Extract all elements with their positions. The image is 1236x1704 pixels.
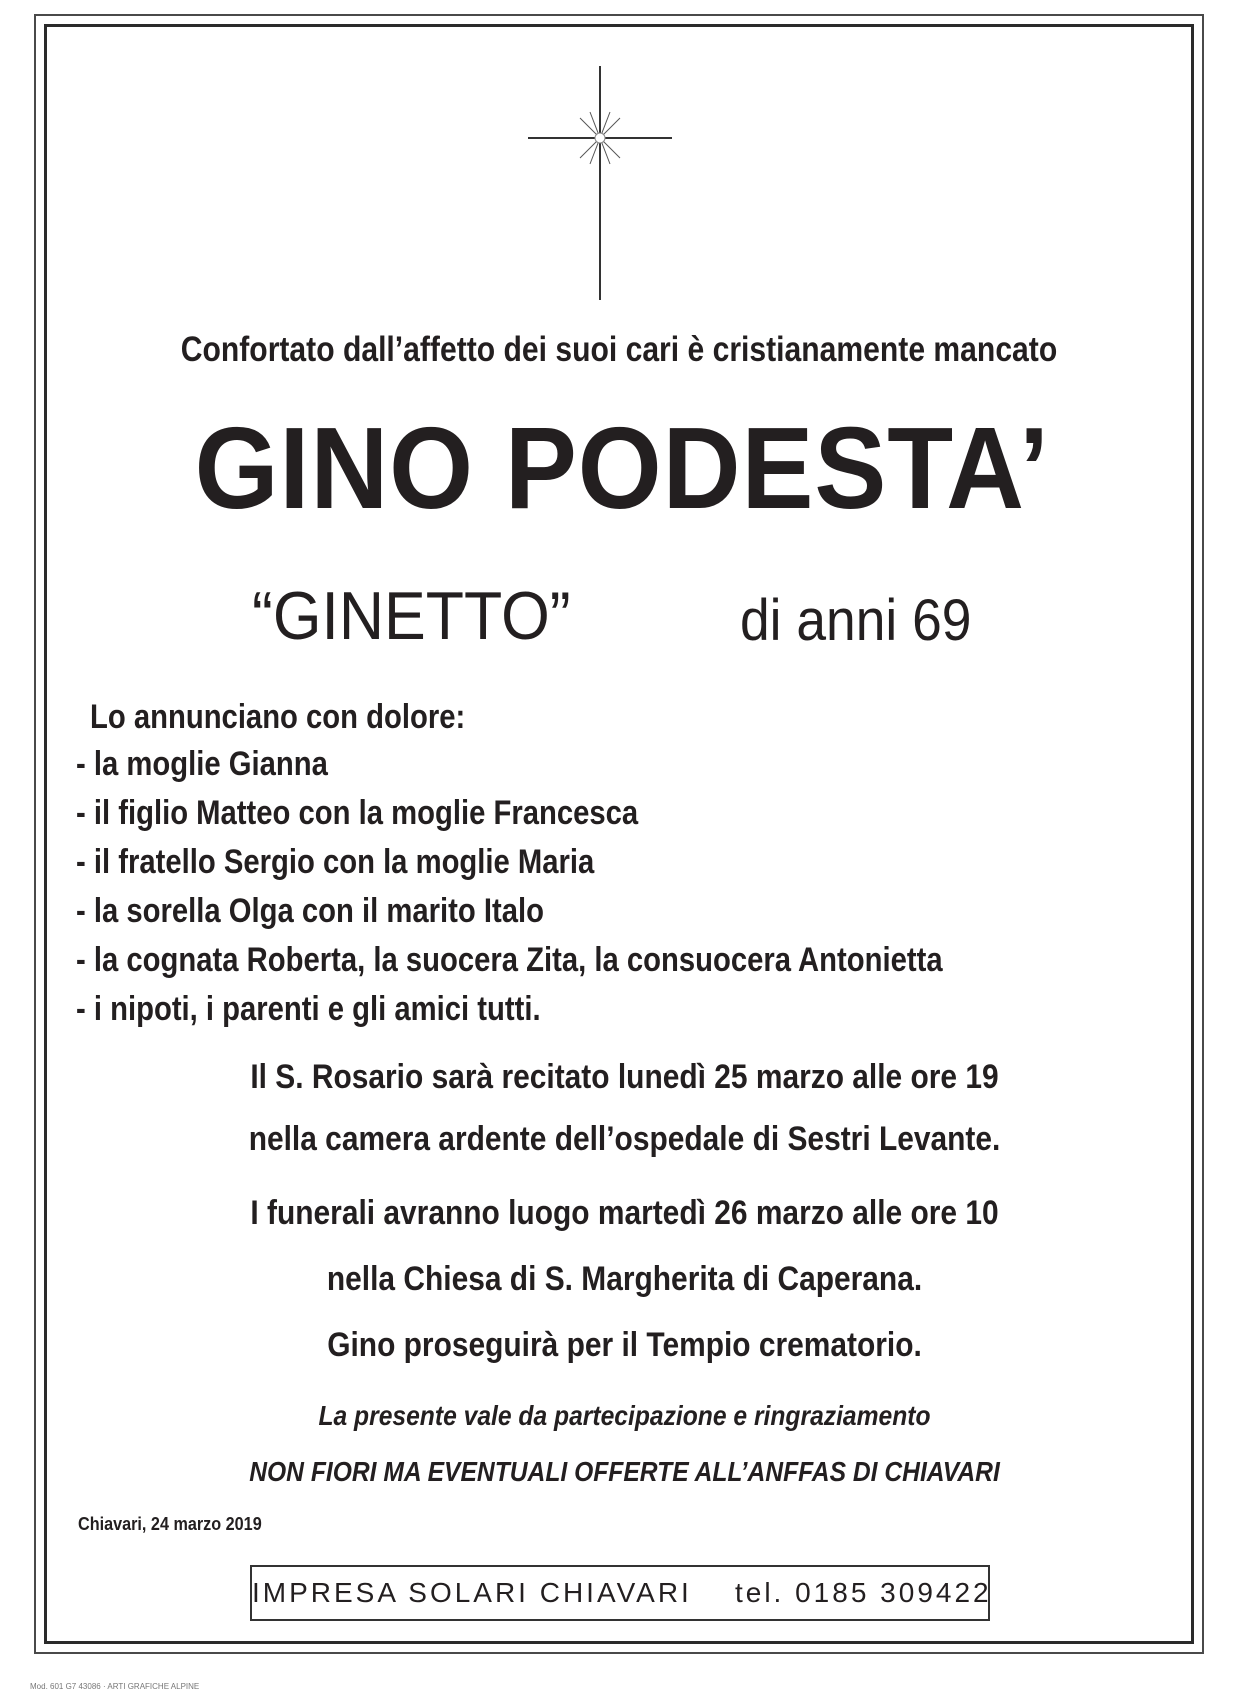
company-box [250,1565,990,1621]
funeral-line-3: Gino proseguirà per il Tempio crematorio. [327,1326,922,1364]
mourner-item: - la cognata Roberta, la suocera Zita, la consuocera Antonietta [76,941,943,979]
cross-icon [520,66,680,300]
mourner-item: - la sorella Olga con il marito Italo [76,892,544,930]
deceased-age: di anni 69 [740,588,972,653]
mourner-item: - la moglie Gianna [76,745,328,783]
dateline: Chiavari, 24 marzo 2019 [78,1514,262,1534]
rosary-line-1: Il S. Rosario sarà recitato lunedì 25 marzo alle ore 19 [250,1058,999,1096]
announcement-heading: Lo annunciano con dolore: [90,698,466,736]
company-name: IMPRESA SOLARI CHIAVARI [252,1577,692,1608]
company-phone: tel. 0185 309422 [734,1577,992,1608]
mourner-item: - il fratello Sergio con la moglie Maria [76,843,595,881]
print-footer: Mod. 601 G7 43086 · ARTI GRAFICHE ALPINE [30,1682,200,1691]
funeral-line-1: I funerali avranno luogo martedì 26 marzo alle ore 10 [250,1194,999,1232]
mourner-item: - i nipoti, i parenti e gli amici tutti. [76,990,541,1028]
donations-note: NON FIORI MA EVENTUALI OFFERTE ALL’ANFFAS DI CHIAVARI [249,1456,1000,1487]
mourner-item: - il figlio Matteo con la moglie Francesca [76,794,639,832]
thanks-note: La presente vale da partecipazione e ringraziamento [318,1400,931,1431]
funeral-line-2: nella Chiesa di S. Margherita di Caperana. [326,1260,923,1298]
deceased-name: GINO PODESTA’ [194,403,1050,533]
rosary-line-2: nella camera ardente dell’ospedale di Sestri Levante. [248,1120,1001,1158]
mourners-list [76,740,1084,1034]
deceased-nickname: “GINETTO” [252,578,571,654]
intro-text: Confortato dall’affetto dei suoi cari è cristianamente mancato [180,330,1058,369]
